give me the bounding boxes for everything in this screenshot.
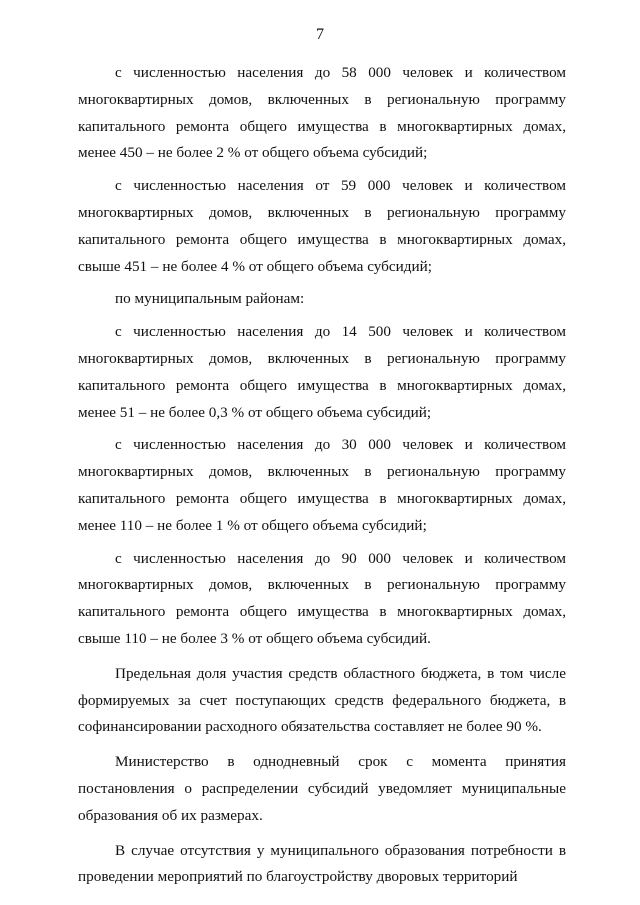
document-body	[78, 60, 566, 897]
paragraph-no-need: В случае отсутствия у муниципального образования потребности в проведении мероприятий по благоустройству дворовых территорий	[78, 841, 566, 886]
page-number: 7	[316, 26, 324, 43]
paragraph-district-14500: с численностью населения до 14 500 человек и количеством многоквартирных домов, включенных в региональную программу капитального ремонта общего имущества в многоквартирных домах, менее 51 – не более 0,3 % от общего объема субсидий;	[78, 323, 566, 421]
paragraph-budget-share: Предельная доля участия средств областного бюджета, в том числе формируемых за счет поступающих средств федерального бюджета, в софинансировании расходного обязательства составляет не более 90 %.	[78, 664, 566, 736]
paragraph-district-30000: с численностью населения до 30 000 человек и количеством многоквартирных домов, включенных в региональную программу капитального ремонта общего имущества в многоквартирных домах, менее 110 – не более 1 % от общего объема субсидий;	[78, 436, 566, 534]
paragraph-district-90000: с численностью населения до 90 000 человек и количеством многоквартирных домов, включенных в региональную программу капитального ремонта общего имущества в многоквартирных домах, свыше 110 – не более 3 % от общего объема субсидий.	[78, 549, 566, 647]
paragraph-city-59000: с численностью населения от 59 000 человек и количеством многоквартирных домов, включенных в региональную программу капитального ремонта общего имущества в многоквартирных домах, свыше 451 – не более 4 % от общего объема субсидий;	[78, 177, 566, 275]
paragraph-city-58000: с численностью населения до 58 000 человек и количеством многоквартирных домов, включенных в региональную программу капитального ремонта общего имущества в многоквартирных домах, менее 450 – не более 2 % от общего объема субсидий;	[78, 64, 566, 162]
paragraph-ministry-notice: Министерство в однодневный срок с момента принятия постановления о распределении субсидий уведомляет муниципальные образования об их размерах.	[78, 753, 566, 824]
paragraph-districts-heading: по муниципальным районам:	[115, 290, 305, 308]
